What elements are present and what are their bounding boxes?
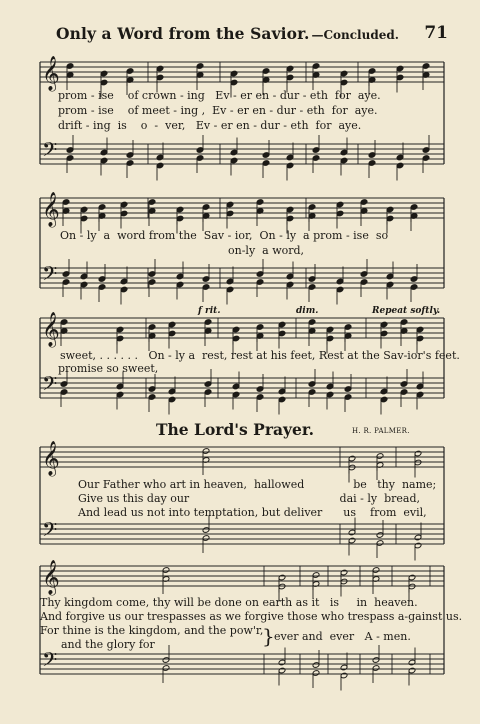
composer-credit: H. R. PALMER. [352, 427, 410, 435]
bass-clef: 𝄢 [42, 262, 58, 290]
page-number: 71 [424, 23, 448, 43]
song-title: Only a Word from the Savior. [56, 24, 310, 43]
song-title-suffix: —Concluded. [311, 28, 399, 42]
prayer-line-amen: ever and ever A - men. [274, 630, 411, 643]
bass-clef: 𝄢 [42, 518, 58, 546]
treble-clef: 𝄞 [42, 560, 60, 595]
prayer-line-4: Thy kingdom come, thy will be done on earth as it is in heaven. [40, 596, 418, 609]
chorus-echo-lyrics: on-ly a word, [228, 244, 305, 257]
treble-clef: 𝄞 [42, 441, 60, 476]
treble-clef: 𝄞 [42, 312, 60, 347]
hymn-title: The Lord's Prayer. [156, 420, 315, 439]
lyrics-verse-1: prom - ise of crown - ing Ev - er en - dur - eth for aye. [58, 89, 381, 102]
dynamic-repeat-softly: Repeat softly. [372, 306, 441, 316]
chorus-echo-lyrics-2: promise so sweet, [58, 362, 159, 375]
lyrics-verse-3: drift - ing is o - ver, Ev - er en - dur - eth for aye. [58, 119, 362, 132]
bass-clef: 𝄢 [42, 372, 58, 400]
treble-clef: 𝄞 [42, 192, 60, 227]
prayer-line-1: Our Father who art in heaven, hallowed be thy name; [78, 478, 437, 491]
treble-clef: 𝄞 [42, 56, 60, 91]
prayer-line-2: Give us this day our dai - ly bread, [78, 492, 421, 505]
bass-clef: 𝄢 [42, 138, 58, 166]
dynamic-rit: f rit. [198, 306, 221, 316]
chorus-lyrics-line: On - ly a word from the Sav - ior, On - ly a prom - ise so [60, 229, 389, 242]
brace: } [262, 624, 275, 648]
prayer-line-6: For thine is the kingdom, and the pow'r, [40, 624, 264, 637]
prayer-line-7: and the glory for [40, 638, 155, 651]
prayer-line-5: And forgive us our trespasses as we forgive those who trespass a-gainst us. [40, 610, 463, 623]
prayer-line-3: And lead us not into temptation, but deliver us from evil, [78, 506, 427, 519]
chorus-lyrics-end: sweet, . . . . . . On - ly a rest, rest at his feet, Rest at the Sav-ior's feet. [60, 349, 460, 362]
lyrics-verse-2: prom - ise of meet - ing , Ev - er en - dur - eth for aye. [58, 104, 378, 117]
bass-clef: 𝄢 [42, 648, 58, 676]
dynamic-dim: dim. [296, 306, 319, 316]
